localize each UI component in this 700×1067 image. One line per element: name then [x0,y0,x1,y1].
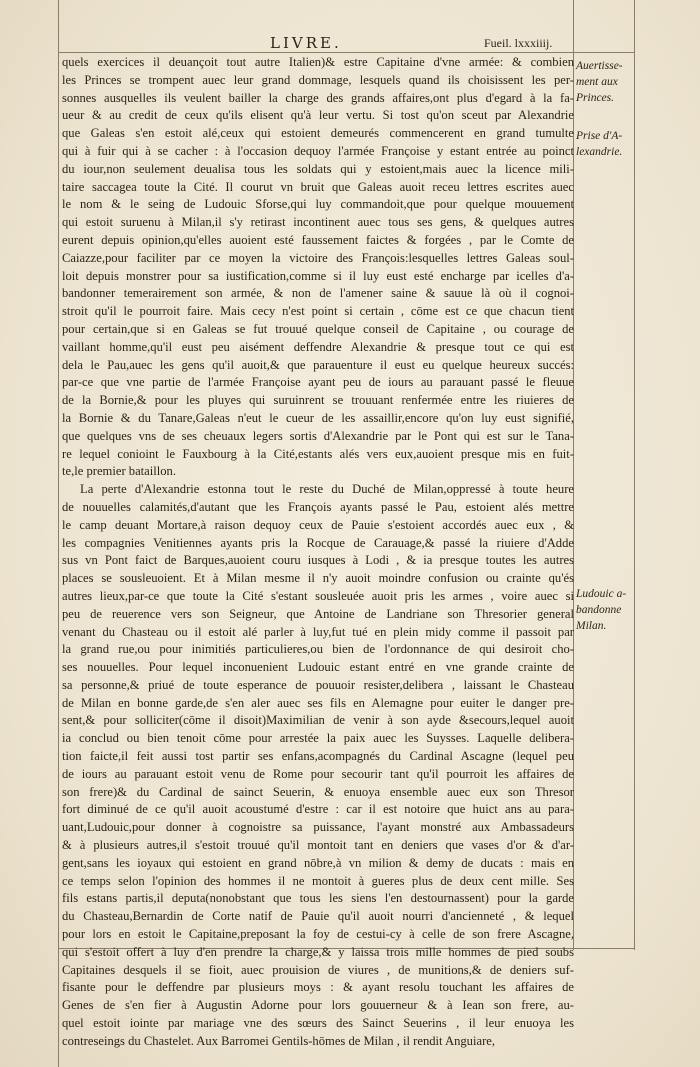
header-rule [58,52,634,53]
margin-note-line: Prise d'A- [576,130,623,142]
text-line: gent,sans les ioyaux qui estoient en grand nōbre,à vn milion & demy de ducats : mais en [62,855,574,870]
text-line: dela le Pau,auec les gens qu'il auoit,& que parauenture il eust eu quelque heureux succés: [62,357,574,372]
text-line: que quelques vns de ses cheuaux legers sortis d'Alexandrie par le Pont qui est sur le Tana- [62,428,574,443]
text-line: vaillant homme,qu'il eust peu aisément deffendre Alexandrie & presque tout ce qui est [62,339,574,354]
margin-note-prise-alexandrie [576,128,632,160]
text-line: quels exercices il deuançoit tout autre Italien)& estre Capitaine d'vne armée: & combien [62,55,574,69]
text-line: par-ce que vne partie de l'armée Françoise ayant peu de iours au parauant passé le fleuue [62,375,574,390]
text-line: de iours au parauant estoit venu de Rome pour secourir tant qu'il pourroit les affaires de [62,766,574,781]
text-line: uant,Ludouic,pour donner à cognoistre sa puissance, l'ayant monstré aux Ambassadeurs [62,820,574,835]
text-line: & à plusieurs autres,il s'estoit trouué qu'il montoit tant en deniers que vases d'or & d'ar- [62,838,574,853]
text-line: le camp deuant Mortare,à raison dequoy ceux de Pauie s'estoient accordés auec eux , & [62,517,574,532]
text-line: quel estoit iointe par mariage vne des sœurs des Sainct Seuerins , il leur enuoya les [62,1016,574,1031]
text-line: pour certain,que si en Galeas se fut trouué quelque conseil de Capitaine , ou courage de [62,321,574,336]
margin-note-ludouic-abandonne [576,586,632,634]
text-line: la Bornie & du Tanare,Galeas n'eut le cueur de les assaillir,encore qu'on luy eust signifié, [62,410,574,425]
text-line: que Galeas s'en estoit alé,ceux qui estoient demeurés commencerent en grand tumulte [62,126,574,141]
text-line: ce temps selon l'opinion des hommes il ne montoit à gueres plus de deux cent mille. Ses [62,873,574,888]
text-line: de nouuelles calamités,d'autant que les François ayants passé le Pau, estoient alés mettre [62,499,574,514]
running-head: LIVRE. [270,34,342,52]
margin-note-line: Auertisse- [576,60,623,72]
margin-note-line: lexandrie. [576,146,623,158]
text-line: re lequel conioint le Fauxbourg à la Cité,estants alés vers eux,auoient presque mis en fuit- [62,446,574,461]
text-line: tion faicte,il feit aussi tost partir ses enfans,acompagnés du Cardinal Ascagne (lequel peu [62,749,574,764]
text-line: qui estoit suruenu à Milan,il s'y retirast incontinent auec tous ses gens, & quelques autres [62,215,574,230]
text-line: taire saccagea toute la Cité. Il courut vn bruit que Galeas auoit receu lettres escrites auec [62,179,574,194]
text-line: le nom & le seing de Ludouic Sforse,qui luy commandoit,que pour quelque mouuement [62,197,574,212]
text-line: son frere)& du Cardinal de sainct Seuerin, & enuoya ensemble auec eux son Thresor [62,784,574,799]
text-line: peu de reuerence vers son Seigneur, que Antoine de Landriane son Thresorier general [62,606,574,621]
text-line: pour lors en estoit le Capitaine,preposant la foy de cestui-cy à celle de son frere Ascagne, [62,927,574,942]
margin-note-line: Milan. [576,620,607,632]
text-line: te,le premier bataillon. [62,464,176,479]
text-line: eurent depuis opinion,qu'elles auoient esté faussement faictes & forgées , par le Comte de [62,232,574,247]
text-line: ueur & au credit de ceux qu'ils elisent qu'à leur vertu. Si tost qu'on sceut par Alexandrie [62,108,574,123]
text-line: Caiazze,pour faciliter par ce moyen la victoire des François:lesquelles lettres Galeas soul- [62,250,574,265]
text-line: ses nouuelles. Pour lequel inconuenient Ludouic estant entré en vne grande crainte de [62,660,574,675]
text-line: sus vn Pont faict de Barques,auoient couru iusques à Lodi , & ia presque toutes les autres [62,553,574,568]
margin-note-line: bandonne [576,604,622,616]
text-line: fils estans partis,il deputa(nonobstant que tous les siens l'en destournassent) pour la garde [62,891,574,906]
margin-note-line: ment aux [576,76,618,88]
text-line: sa personne,& priué de toute esperance de pouuoir resister,delibera , laissant le Chasteau [62,677,574,692]
text-line: bandonner temerairement son armée, & non de l'amener saine & sauue là où il cognoi- [62,286,574,301]
text-line: autres lieux,par-ce que toute la Cité s'estant sousleuée auoit pris les armes , voire auec si [62,588,574,603]
text-line: fort diminué de ce qu'il auoit acoustumé d'estre : car il est notoire que huict ans au para- [62,802,574,817]
text-line: sonnes ausquelles ils veulent bailler la charge des grands affaires,ont plus d'egard à la fa- [62,90,574,105]
text-line: la grand rue,ou pour inimitiés particulieres,ou bien de l'ordonnance de qui desiroit cho- [62,642,574,657]
text-line: loit depuis monstrer pour sa iustification,comme si il luy eust esté encharge par icelles d'a- [62,268,574,283]
text-line: de la Bornie,& pour les pluyes qui suruinrent se trouuant renfermée entre les riuieres de [62,393,574,408]
body-text [62,54,574,1051]
text-line: ia conclud ou bien tenoit cōme pour arrestée la paix auec les Suysses. Laquelle delibera- [62,731,574,746]
text-line: places se sousleuoient. Et à Milan mesme il n'y auoit moindre confusion ou crainte qu'és [62,571,574,586]
margin-note-line: Ludouic a- [576,588,627,600]
margin-note-auertissement [576,58,632,106]
text-line: sent,& pour solliciter(cōme il disoit)Maximilian de venir à son ayde &secours,lequel auoit [62,713,574,728]
text-line: du iour,non seulement deualisa tous les soldats qui y estoient,mais auec la licence mili- [62,161,574,176]
paragraph [62,481,574,1051]
text-line: les compagnies Venitiennes ayants pris la Rocque de Carauage,& passé la riuiere d'Adde [62,535,574,550]
text-line: qui s'estoit offert à luy d'en prendre la charge,& y laissa trois mille hommes de pied soubs [62,944,574,959]
text-line: de Milan en bonne garde,de s'en aler auec ses fils en Alemagne pour euiter le danger pre- [62,695,574,710]
text-line: La perte d'Alexandrie estonna tout le reste du Duché de Milan,oppressé à toute heure [80,482,574,497]
text-line: contreseings du Chastelet. Aux Barromei Gentils-hōmes de Milan , il rendit Anguiare, [62,1033,495,1048]
text-line: qui à fuir qui à se cacher : à l'occasion dequoy l'armée Françoise y estant entrée au poinct [62,143,574,158]
text-line: Capitaines desquels il se fioit, auec prouision de viures , de munitions,& de deniers suf- [62,962,574,977]
paragraph [62,54,574,481]
text-line: les Princes se trompent auec leur grand dommage, lesquels quand ils choisissent les per- [62,72,574,87]
margin-note-line: Princes. [576,92,615,104]
text-line: venant du Chasteau ou il estoit alé parler à luy,fut tué en plein midy comme il passoit par [62,624,574,639]
text-line: Genes de s'en fier à Augustin Adorne pour lors gouuerneur & à Iean son frere, au- [62,998,574,1013]
left-column-rule [58,0,59,1067]
text-line: stroit qu'il le pourroit faire. Mais cecy n'est point si certain , cōme est ce que chacun tient [62,304,574,319]
text-line: du Chasteau,Bernardin de Corte natif de Pauie qu'il auoit nourri d'ancienneté , & lequel [62,909,574,924]
margin-column-rule [634,0,635,950]
folio-number: Fueil. lxxxiiij. [484,36,553,50]
text-line: fisante pour le deffendre par plusieurs moys : & ayant resolu touchant les affaires de [62,980,574,995]
